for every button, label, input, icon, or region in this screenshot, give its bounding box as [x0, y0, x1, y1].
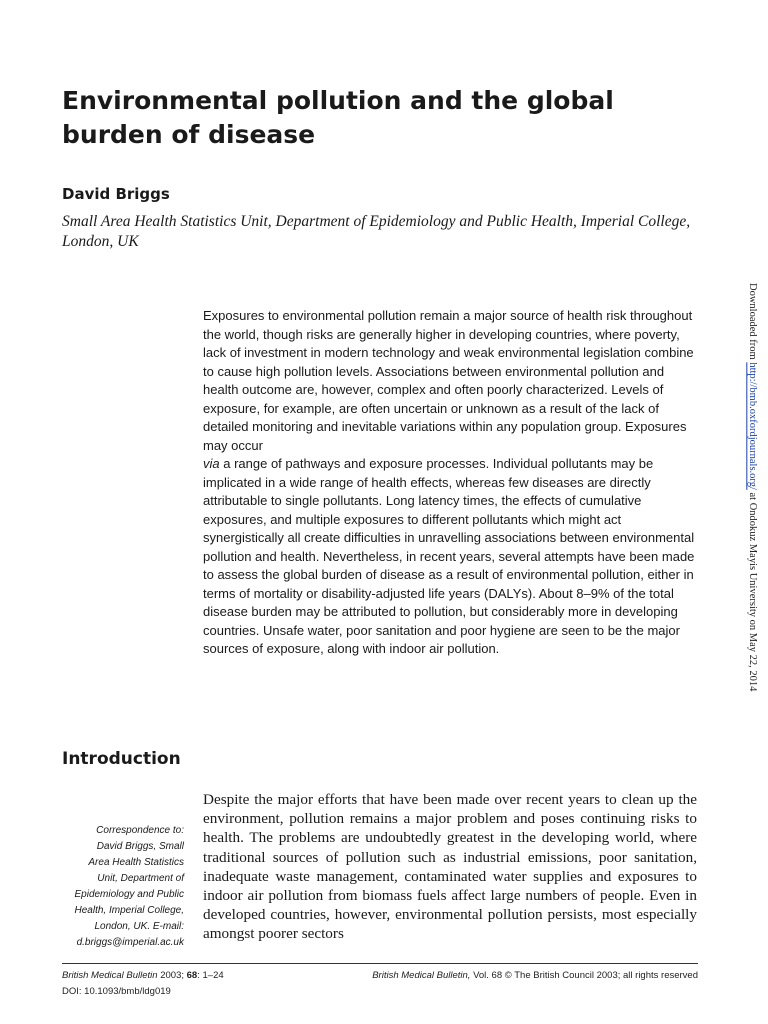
correspondence-line: Health, Imperial College,	[74, 905, 184, 916]
author-name: David Briggs	[62, 185, 170, 203]
introduction-heading: Introduction	[62, 749, 181, 769]
footer-citation-line	[62, 968, 224, 984]
correspondence-line: Area Health Statistics	[88, 857, 184, 868]
footer-journal: British Medical Bulletin	[62, 970, 158, 981]
correspondence-line: David Briggs, Small	[96, 841, 184, 852]
article-title: Environmental pollution and the global burden of disease	[62, 86, 614, 149]
introduction-body: Despite the major efforts that have been made over recent years to clean up the environment, pollution remains a major problem and poses continuing risks to health. The problems are undoubtedly greatest in the developing world, where traditional sources of pollution such as industrial emissions, poor sanitation, inadequate waste management, contaminated water supplies and exposures to indoor air pollution from biomass fuels affect large numbers of people. Even in developed countries, however, environmental pollution persists, most especially amongst poorer sectors	[203, 791, 697, 943]
abstract-text-part1: Exposures to environmental pollution remain a major source of health risk throughout the world, though risks are generally higher in developing countries, where poverty, lack of investment in modern technology and weak environmental legislation combine to cause high pollution levels. Associations between environmental pollution and health outcome are, however, complex and often poorly characterized. Levels of exposure, for example, are often uncertain or unknown as a result of the lack of detailed monitoring and inevitable variations within any population group. Exposures may occur	[203, 308, 694, 453]
abstract-via: via	[203, 456, 220, 471]
author-affiliation: Small Area Health Statistics Unit, Department of Epidemiology and Public Health, Imperial College, London, UK	[62, 213, 691, 250]
footer-citation	[62, 968, 224, 1000]
download-watermark	[740, 283, 760, 743]
correspondence-line: London, UK. E-mail:	[94, 921, 184, 932]
abstract-text-part2: a range of pathways and exposure processes. Individual pollutants may be implicated in a wide range of health effects, whereas few diseases are directly attributable to single pollutants. Long latency times, the effects of cumulative exposures, and multiple exposures to different pollutants which might act synergistically all create difficulties in unravelling associations between environmental pollution and health. Nevertheless, in recent years, several attempts have been made to assess the global burden of disease as a result of environmental pollution, either in terms of mortality or disability-adjusted life years (DALYs). About 8–9% of the total disease burden may be attributed to pollution, but considerably more in developing countries. Unsafe water, poor sanitation and poor hygiene are seen to be the major sources of exposure, along with indoor air pollution.	[203, 456, 695, 656]
correspondence-line: Epidemiology and Public	[74, 889, 184, 900]
correspondence-line: Unit, Department of	[97, 873, 184, 884]
download-watermark-suffix: at Ondokuz Mayis University on May 22, 2014	[747, 489, 758, 692]
download-watermark-link[interactable]: http://bmb.oxfordjournals.org/	[747, 362, 758, 490]
footer-right-journal: British Medical Bulletin,	[372, 970, 471, 981]
footer-pages: : 1–24	[197, 970, 224, 981]
footer-copyright	[362, 968, 698, 984]
correspondence-line: Correspondence to:	[96, 825, 184, 836]
footer-right-rest: Vol. 68 © The British Council 2003; all rights reserved	[470, 970, 698, 981]
abstract	[203, 307, 701, 659]
download-watermark-prefix: Downloaded from	[747, 283, 758, 363]
correspondence-note	[60, 823, 184, 951]
footer-year: 2003;	[157, 970, 187, 981]
footer-doi[interactable]: DOI: 10.1093/bmb/ldg019	[62, 986, 171, 997]
correspondence-email[interactable]: d.briggs@imperial.ac.uk	[76, 937, 184, 948]
footer-volume: 68	[186, 970, 198, 981]
footer-divider	[62, 963, 698, 964]
